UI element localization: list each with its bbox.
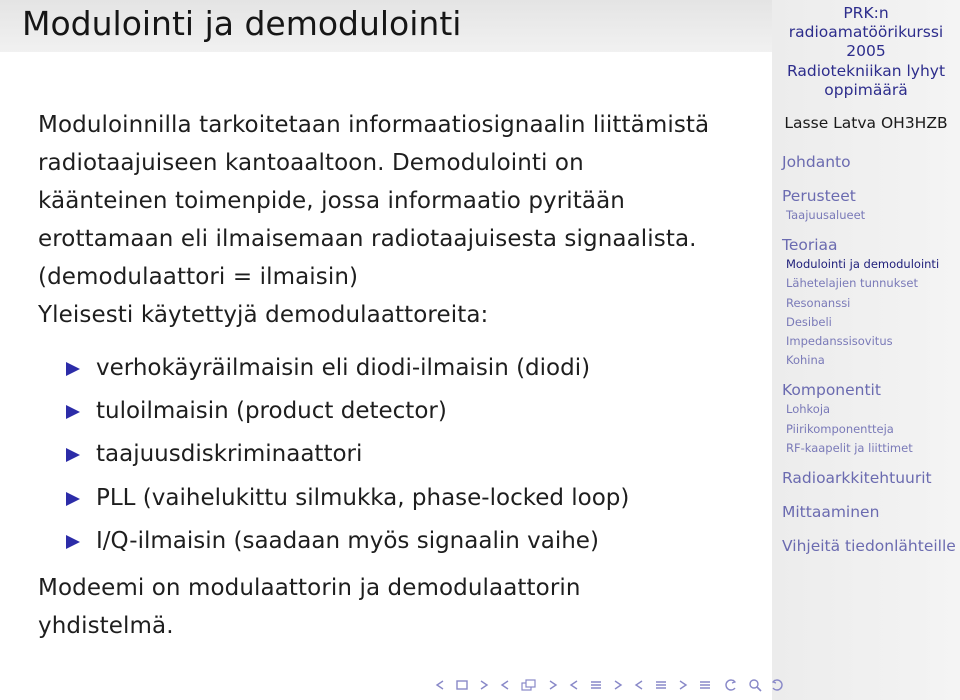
slide-title: Modulointi ja demodulointi: [22, 4, 462, 43]
nav-section-icon[interactable]: [589, 678, 603, 692]
sidebar-item-teoriaa[interactable]: Teoriaa: [782, 236, 838, 255]
sidebar-item-vihjeita[interactable]: Vihjeitä tiedonlähteille: [782, 537, 956, 556]
sidebar-subitem-modulointi[interactable]: Modulointi ja demodulointi: [786, 257, 940, 272]
nav-subsection-left-icon[interactable]: [499, 679, 511, 691]
nav-back-icon[interactable]: [721, 678, 739, 692]
intro-line: Moduloinnilla tarkoitetaan informaatiosignaalin liittämistä: [38, 112, 710, 138]
sidebar-subitem-desibeli[interactable]: Desibeli: [786, 314, 832, 329]
beamer-nav-bar: [434, 675, 785, 695]
closing-line: yhdistelmä.: [38, 613, 174, 640]
list-item: [38, 390, 758, 433]
sidebar-subitem-piirikomponentteja[interactable]: Piirikomponentteja: [786, 421, 894, 436]
demodulator-list: [38, 347, 758, 563]
sidebar-item-mittaaminen[interactable]: Mittaaminen: [782, 503, 880, 522]
sidebar-item-radioarkkitehtuurit[interactable]: Radioarkkitehtuurit: [782, 469, 932, 488]
bullet-triangle-icon: [66, 448, 80, 462]
nav-frame-icon[interactable]: [455, 679, 469, 691]
nav-right-arrow-icon[interactable]: [478, 679, 490, 691]
title-bar: [0, 0, 772, 52]
closing-line: Modeemi on modulaattorin ja demodulaattorin: [38, 575, 581, 602]
list-item: [38, 477, 758, 520]
intro-line: Yleisesti käytettyjä demodulaattoreita:: [38, 302, 489, 328]
closing-paragraph: [38, 569, 758, 645]
list-item-text: taajuusdiskriminaattori: [96, 441, 363, 468]
nav-subsection-right-icon[interactable]: [547, 679, 559, 691]
intro-line: radiotaajuiseen kantoaaltoon. Demodulointi on: [38, 150, 584, 176]
course-line: PRK:n: [843, 4, 889, 22]
sidebar-subitem-resonanssi[interactable]: Resonanssi: [786, 295, 851, 310]
nav-search-icon[interactable]: [748, 678, 762, 692]
nav-subsection-icon[interactable]: [520, 678, 538, 692]
list-item: [38, 347, 758, 390]
list-item-text: tuloilmaisin (product detector): [96, 398, 447, 425]
nav-forward-icon[interactable]: [771, 678, 785, 692]
sidebar-subitem-lahetelajit[interactable]: Lähetelajien tunnukset: [786, 276, 918, 291]
course-line: 2005: [846, 42, 886, 61]
sidebar-item-komponentit[interactable]: Komponentit: [782, 381, 881, 400]
intro-line: erottamaan eli ilmaisemaan radiotaajuisesta signaalista.: [38, 226, 697, 252]
sidebar-subitem-kohina[interactable]: Kohina: [786, 353, 825, 368]
course-line: oppimäärä: [824, 80, 908, 99]
bullet-triangle-icon: [66, 535, 80, 549]
bullet-triangle-icon: [66, 492, 80, 506]
nav-doc-left-icon[interactable]: [633, 679, 645, 691]
bullet-triangle-icon: [66, 362, 80, 376]
nav-document-icon[interactable]: [654, 678, 668, 692]
sidebar-item-perusteet[interactable]: Perusteet: [782, 187, 856, 206]
intro-line: (demodulaattori = ilmaisin): [38, 264, 359, 290]
list-item: [38, 520, 758, 563]
sidebar-subitem-impedanssisovitus[interactable]: Impedanssisovitus: [786, 334, 893, 349]
sidebar-subitem-rf-kaapelit[interactable]: RF-kaapelit ja liittimet: [786, 440, 913, 455]
course-line: radioamatöörikurssi: [788, 23, 944, 42]
nav-doc-right-icon[interactable]: [677, 679, 689, 691]
nav-left-arrow-icon[interactable]: [434, 679, 446, 691]
course-line: Radiotekniikan lyhyt: [786, 61, 946, 80]
nav-appendix-icon[interactable]: [698, 678, 712, 692]
author-name: Lasse Latva OH3HZB: [784, 114, 948, 133]
list-item: [38, 433, 758, 476]
course-title: [772, 0, 960, 100]
sidebar-subitem-taajuusalueet[interactable]: Taajuusalueet: [786, 208, 866, 223]
nav-section-left-icon[interactable]: [568, 679, 580, 691]
sidebar-nav: [772, 152, 960, 556]
list-item-text: I/Q-ilmaisin (saadaan myös signaalin vaihe): [96, 527, 599, 554]
list-item-text: PLL (vaihelukittu silmukka, phase-locked loop): [96, 484, 630, 511]
nav-section-right-icon[interactable]: [612, 679, 624, 691]
sidebar: [772, 0, 960, 700]
intro-line: käänteinen toimenpide, jossa informaatio pyritään: [38, 188, 625, 214]
sidebar-subitem-lohkoja[interactable]: Lohkoja: [786, 402, 831, 417]
sidebar-item-johdanto[interactable]: Johdanto: [782, 153, 851, 172]
intro-paragraph: [38, 106, 758, 334]
slide-body: [38, 106, 758, 645]
bullet-triangle-icon: [66, 405, 80, 419]
list-item-text: verhokäyräilmaisin eli diodi-ilmaisin (diodi): [96, 355, 591, 381]
